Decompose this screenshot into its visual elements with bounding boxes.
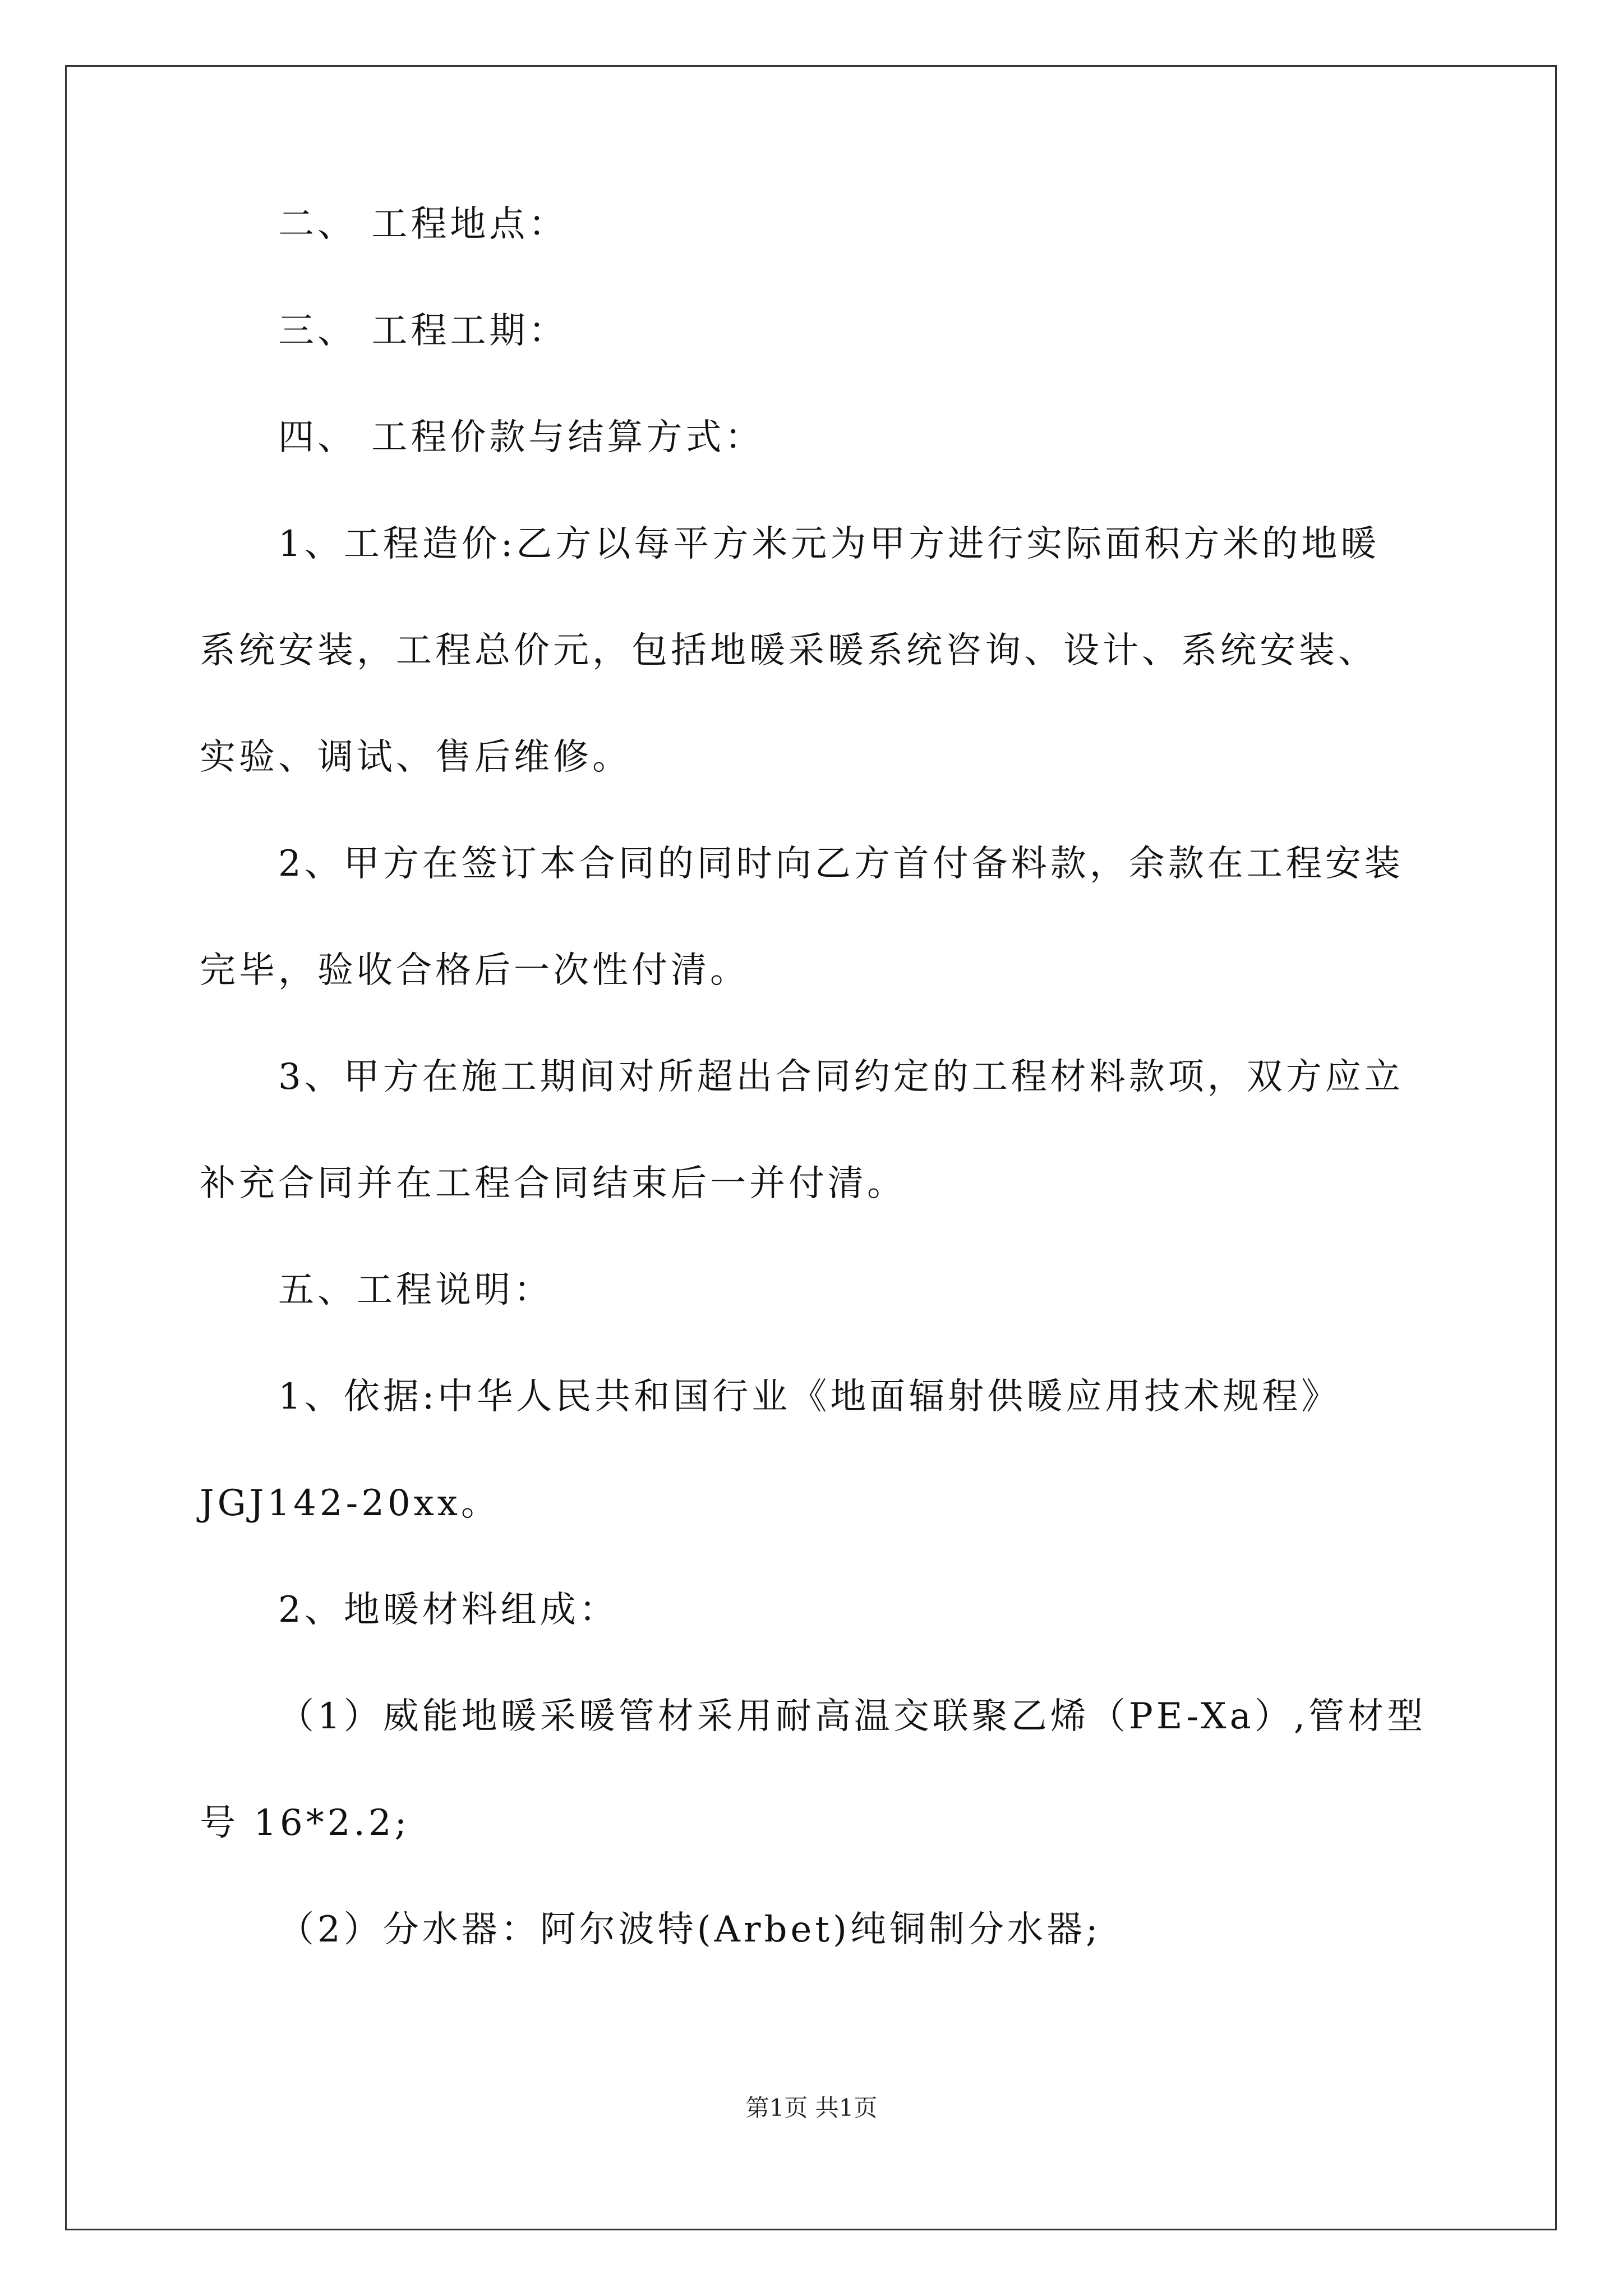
paragraph-line: 1、工程造价:乙方以每平方米元为甲方进行实际面积方米的地暖 [278, 523, 1380, 565]
page-border [65, 65, 1557, 2230]
paragraph-line: （1）威能地暖采暖管材采用耐高温交联聚乙烯（PE-Xa）,管材型 [278, 1696, 1427, 1737]
paragraph-line: 号 16*2.2; [200, 1802, 411, 1844]
paragraph-line: （2）分水器：阿尔波特(Arbet)纯铜制分水器; [278, 1909, 1101, 1950]
paragraph-line: 2、甲方在签订本合同的同时向乙方首付备料款，余款在工程安装 [278, 843, 1404, 885]
page-footer: 第1页 共1页 [745, 2094, 878, 2122]
paragraph-line: 1、依据:中华人民共和国行业《地面辐射供暖应用技术规程》 [278, 1376, 1341, 1418]
paragraph-line: 补充合同并在工程合同结束后一并付清。 [200, 1163, 906, 1204]
paragraph-line: JGJ142-20xx。 [200, 1483, 500, 1524]
section-heading-location: 二、 工程地点： [278, 204, 568, 245]
paragraph-line: 完毕，验收合格后一次性付清。 [200, 950, 749, 991]
paragraph-line: 3、甲方在施工期间对所超出合同约定的工程材料款项，双方应立 [278, 1056, 1404, 1098]
section-heading-payment: 四、 工程价款与结算方式： [278, 417, 764, 458]
paragraph-line: 实验、调试、售后维修。 [200, 737, 631, 778]
paragraph-line: 2、地暖材料组成： [278, 1589, 619, 1631]
paragraph-line: 系统安装，工程总价元，包括地暖采暖系统咨询、设计、系统安装、 [200, 630, 1377, 671]
section-heading-duration: 三、 工程工期： [278, 310, 568, 352]
section-heading-description: 五、工程说明： [278, 1269, 553, 1311]
